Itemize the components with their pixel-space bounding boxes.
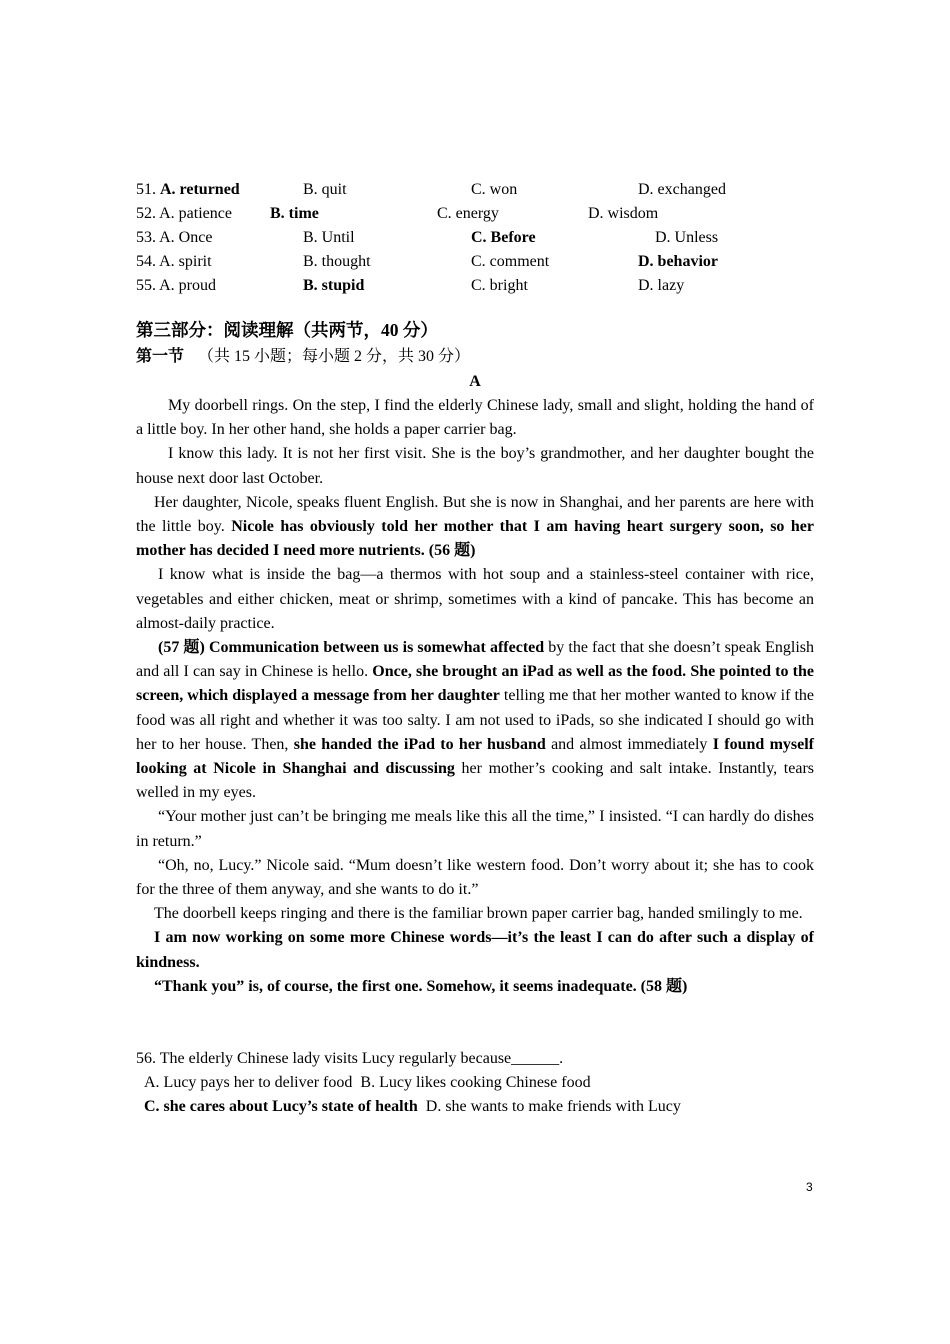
question-number: 54. [136, 253, 156, 270]
paragraph-3: Her daughter, Nicole, speaks fluent English. But she is now in Shanghai, and her parents are here with the little boy. Nicole has obviously told her mother that I am having heart surgery soon, so her mother has decided I need more nutrients. (56 题) [136, 493, 814, 560]
passage-title: A [469, 373, 481, 390]
option-b: B. Lucy likes cooking Chinese food [360, 1074, 591, 1092]
cloze-options [136, 178, 814, 298]
option-d: D. Unless [655, 229, 719, 246]
options-row-2 [136, 1095, 814, 1119]
paragraph-4: I know what is inside the bag—a thermos with hot soup and a stainless-steel container with rice, vegetables and either chicken, meat or shrimp, sometimes with a kind of pancake. This has become an almost-daily practice. [136, 566, 814, 632]
question-56 [136, 1047, 814, 1119]
option-d: D. exchanged [638, 181, 726, 198]
option-b-correct: B. stupid [303, 277, 365, 294]
option-d: D. wisdom [588, 205, 659, 222]
option-c-correct: C. Before [471, 229, 536, 246]
option-a: A. spirit [159, 253, 212, 270]
question-number: 55. [136, 277, 156, 294]
question-51 [136, 178, 814, 202]
option-a: A. patience [159, 205, 232, 222]
paragraph-7: “Oh, no, Lucy.” Nicole said. “Mum doesn’t like western food. Don’t worry about it; she has to cook for the three of them anyway, and she wants to do it.” [136, 856, 814, 899]
option-b: B. quit [303, 181, 347, 198]
option-d: D. she wants to make friends with Lucy [425, 1098, 681, 1116]
question-55 [136, 274, 814, 298]
reading-passage [136, 394, 814, 999]
question-number: 52. [136, 205, 156, 222]
section-heading [136, 344, 814, 370]
paragraph-5: (57 题) Communication between us is somewhat affected by the fact that she doesn’t speak English and all I can say in Chinese is hello. Once, she brought an iPad as well as the food. She pointed to the screen, which displayed a message from her daughter telling me that her mother wanted to know if the food was all right and whether it was too salty. I am not used to iPads, so she indicated I should go with her to her house. Then, she handed the iPad to her husband and almost immediately I found myself looking at Nicole in Shanghai and discussing her mother’s cooking and salt intake. Instantly, tears welled in my eyes. [136, 639, 814, 802]
page-number: 3 [806, 1180, 813, 1194]
question-53 [136, 226, 814, 250]
option-c: C. comment [471, 253, 550, 270]
paragraph-2: I know this lady. It is not her first visit. She is the boy’s grandmother, and her daughter bought the house next door last October. [136, 445, 814, 487]
part-heading: 第三部分：阅读理解（共两节，40 分） [136, 320, 438, 340]
option-b: B. thought [303, 253, 371, 270]
paragraph-6: “Your mother just can’t be bringing me meals like this all the time,” I insisted. “I can hardly do dishes in return.” [136, 808, 814, 850]
paragraph-1: My doorbell rings. On the step, I find the elderly Chinese lady, small and slight, holding the hand of a little boy. In her other hand, she holds a paper carrier bag. [136, 397, 814, 439]
option-a-correct: A. returned [160, 181, 240, 198]
option-b-correct: B. time [270, 205, 319, 222]
question-54 [136, 250, 814, 274]
option-c: C. won [471, 181, 518, 198]
option-a: A. proud [159, 277, 217, 294]
options-row-1 [136, 1071, 814, 1095]
section-label: 第一节 [136, 348, 185, 365]
highlight-q56: Nicole has obviously told her mother that I am having heart surgery soon, so her mother has decided I need more nutrients. (56 题) [136, 518, 814, 560]
paragraph-8: The doorbell keeps ringing and there is the familiar brown paper carrier bag, handed smilingly to me. [154, 905, 803, 923]
paragraph-10: “Thank you” is, of course, the first one. Somehow, it seems inadequate. (58 题) [154, 977, 688, 995]
question-52 [136, 202, 814, 226]
paragraph-9: I am now working on some more Chinese words—it’s the least I can do after such a display of kindness. [136, 929, 814, 971]
question-stem: 56. The elderly Chinese lady visits Lucy regularly because______. [136, 1050, 564, 1068]
option-b: B. Until [303, 229, 355, 246]
option-c: C. bright [471, 277, 528, 294]
page-content [136, 178, 814, 1119]
option-d: D. lazy [638, 277, 685, 294]
highlight-q57: (57 题) Communication between us is somewhat affected [158, 639, 545, 657]
section-note: （共 15 小题；每小题 2 分，共 30 分） [198, 348, 471, 365]
option-d-correct: D. behavior [638, 253, 718, 270]
option-c-correct: C. she cares about Lucy’s state of health [144, 1098, 418, 1116]
option-a: A. Once [159, 229, 213, 246]
option-a: A. Lucy pays her to deliver food [144, 1074, 353, 1092]
question-number: 53. [136, 229, 156, 246]
question-number: 51. [136, 181, 156, 198]
option-c: C. energy [437, 205, 499, 222]
